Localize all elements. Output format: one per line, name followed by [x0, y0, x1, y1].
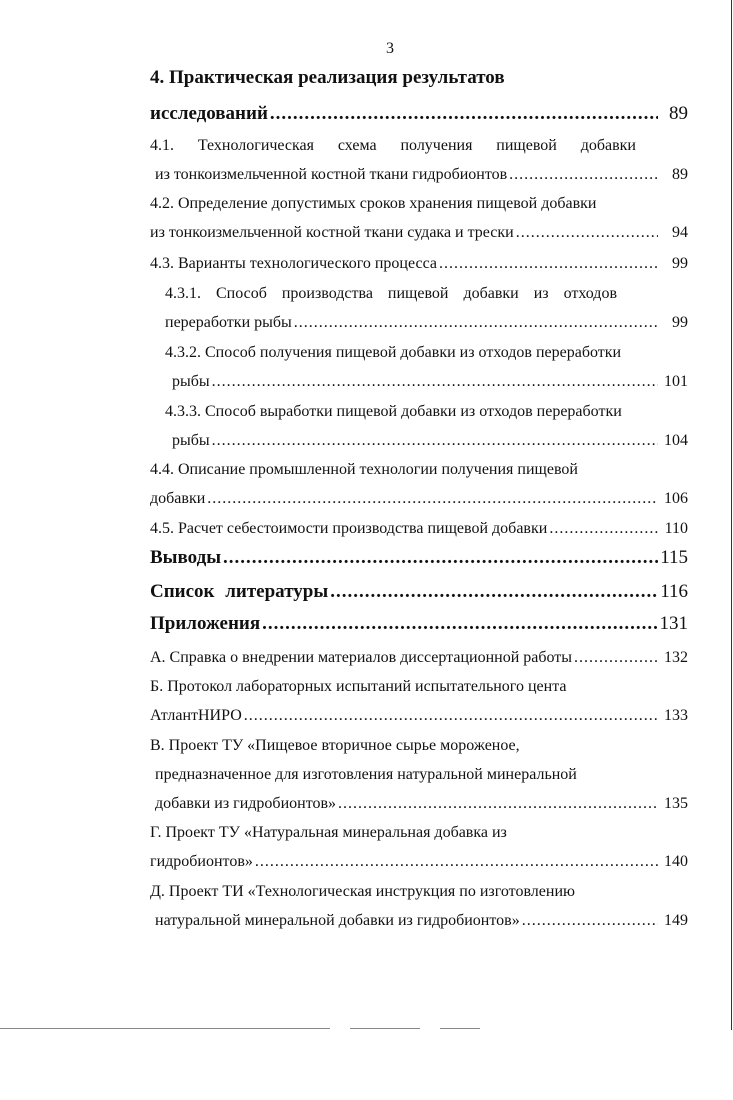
toc-section-4-1-title: 4.1. Технологическая схема получения пищевой добавки: [150, 137, 636, 154]
toc-subsection-4-3-1-title-cont: переработки рыбы: [165, 314, 292, 331]
dot-leader: [262, 614, 657, 634]
toc-section-4-5-title: 4.5. Расчет себестоимости производства пищевой добавки: [150, 520, 548, 537]
toc-page-number: 99: [672, 314, 688, 331]
toc-appendix-b-title-cont: АтлантНИРО: [150, 707, 242, 724]
dot-leader: [244, 706, 658, 726]
dot-leader: [439, 254, 658, 274]
toc-page-number: 110: [664, 520, 688, 537]
scan-bottom-line: [0, 1028, 330, 1029]
toc-page-number: 106: [664, 490, 688, 507]
toc-section-4-5: [150, 519, 688, 539]
toc-chapter-4-title: 4. Практическая реализация результатов: [150, 67, 505, 88]
page-number: 3: [386, 40, 394, 57]
toc-conclusions-title: Выводы: [150, 547, 222, 568]
toc-page-number: 94: [672, 224, 688, 241]
dot-leader: [509, 165, 658, 185]
toc-page-number: 135: [664, 795, 688, 812]
toc-appendix-d-title-cont: натуральной минеральной добавки из гидробионтов»: [155, 912, 520, 929]
toc-page-number: 140: [664, 853, 688, 870]
toc-page-number: 149: [664, 912, 688, 929]
toc-appendix-b-title: Б. Протокол лабораторных испытаний испытательного цента: [150, 678, 567, 695]
toc-appendix-v-title-cont: предназначенное для изготовления натуральной минеральной: [155, 766, 577, 783]
dot-leader: [212, 431, 658, 451]
toc-section-4-2-title: 4.2. Определение допустимых сроков хранения пищевой добавки: [150, 195, 597, 212]
dot-leader: [330, 582, 658, 602]
scan-bottom-line: [350, 1028, 420, 1029]
dot-leader: [255, 852, 658, 872]
toc-page-number: 133: [664, 707, 688, 724]
toc-appendix-g: [150, 852, 688, 872]
dot-leader: [207, 489, 658, 509]
toc-appendix-g-title: Г. Проект ТУ «Натуральная минеральная добавка из: [150, 824, 507, 841]
toc-page-number: 131: [659, 613, 688, 634]
toc-page-number: 116: [660, 581, 688, 602]
dot-leader: [223, 548, 658, 568]
toc-references: [150, 582, 688, 602]
toc-page-number: 104: [664, 432, 688, 449]
toc-appendix-g-title-cont: гидробионтов»: [150, 853, 253, 870]
toc-page-number: 132: [664, 649, 688, 666]
toc-section-4-4: [150, 489, 688, 509]
toc-page-number: 115: [660, 547, 688, 568]
dot-leader: [212, 372, 658, 392]
toc-appendix-a-title: А. Справка о внедрении материалов диссертационной работы: [150, 649, 573, 666]
dot-leader: [294, 313, 658, 333]
toc-section-4-1-title-cont: из тонкоизмельченной костной ткани гидробионтов: [155, 166, 508, 183]
toc-subsection-4-3-3-title: 4.3.3. Способ выработки пищевой добавки из отходов переработки: [165, 403, 622, 420]
toc-section-4-3-title: 4.3. Варианты технологического процесса: [150, 255, 437, 272]
toc-appendix-v-title: В. Проект ТУ «Пищевое вторичное сырье мороженое,: [150, 737, 520, 754]
toc-section-4-2: [150, 223, 688, 243]
toc-references-title: Список литературы: [150, 581, 329, 602]
toc-chapter-4-title-cont: исследований: [150, 103, 268, 124]
toc-appendices-title: Приложения: [150, 613, 261, 634]
toc-appendix-b: [150, 706, 688, 726]
dot-leader: [270, 104, 658, 124]
dot-leader: [522, 911, 658, 931]
dot-leader: [338, 794, 658, 814]
toc-subsection-4-3-3-title-cont: рыбы: [172, 432, 210, 449]
scan-bottom-line: [440, 1028, 480, 1029]
toc-subsection-4-3-1: [165, 313, 688, 333]
toc-page-number: 101: [664, 373, 688, 390]
dot-leader: [574, 648, 658, 668]
toc-section-4-4-title: 4.4. Описание промышленной технологии получения пищевой: [150, 461, 578, 478]
toc-appendix-a: [150, 648, 688, 668]
toc-appendix-d-title: Д. Проект ТИ «Технологическая инструкция по изготовлению: [150, 883, 575, 900]
toc-appendix-v: [155, 794, 688, 814]
scan-edge-line: [731, 0, 732, 1030]
toc-subsection-4-3-2: [172, 372, 688, 392]
toc-page-number: 89: [672, 166, 688, 183]
toc-page-number: 99: [672, 255, 688, 272]
toc-conclusions: [150, 548, 688, 568]
toc-subsection-4-3-2-title-cont: рыбы: [172, 373, 210, 390]
toc-section-4-4-title-cont: добавки: [150, 490, 206, 507]
toc-section-4-1: [155, 165, 688, 185]
dot-leader: [516, 223, 658, 243]
toc-page-number: 89: [669, 103, 688, 124]
toc-appendix-d: [155, 911, 688, 931]
toc-chapter-4: [150, 104, 688, 124]
toc-subsection-4-3-1-title: 4.3.1. Способ производства пищевой добавки из отходов: [165, 285, 617, 302]
dot-leader: [549, 519, 658, 539]
toc-appendix-v-title-end: добавки из гидробионтов»: [155, 795, 337, 812]
toc-section-4-2-title-cont: из тонкоизмельченной костной ткани судака и трески: [150, 224, 514, 241]
toc-subsection-4-3-3: [172, 431, 688, 451]
toc-section-4-3: [150, 254, 688, 274]
toc-subsection-4-3-2-title: 4.3.2. Способ получения пищевой добавки из отходов переработки: [165, 344, 622, 361]
toc-appendices: [150, 614, 688, 634]
